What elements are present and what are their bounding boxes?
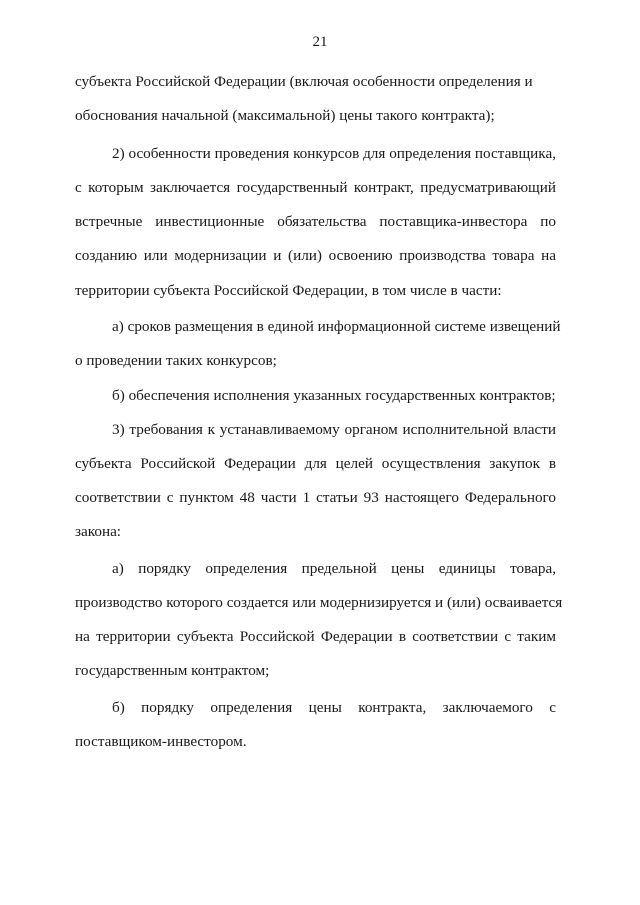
- text-line-20: поставщиком-инвестором.: [75, 733, 247, 750]
- text-line-3: 2) особенности проведения конкурсов для определения поставщика,: [112, 145, 556, 162]
- text-line-4: с которым заключается государственный контракт, предусматривающий: [75, 179, 556, 196]
- text-line-2: обоснования начальной (максимальной) цены такого контракта);: [75, 107, 495, 124]
- text-line-6: созданию или модернизации и (или) освоению производства товара на: [75, 247, 556, 264]
- text-line-9: о проведении таких конкурсов;: [75, 352, 277, 369]
- text-line-16: производство которого создается или модернизируется и (или) осваивается: [75, 594, 563, 611]
- text-line-8: а) сроков размещения в единой информационной системе извещений: [112, 318, 561, 335]
- text-line-14: закона:: [75, 523, 122, 540]
- text-line-19: б) порядку определения цены контракта, заключаемого с: [112, 699, 556, 716]
- text-line-18: государственным контрактом;: [75, 662, 270, 679]
- text-line-5: встречные инвестиционные обязательства поставщика-инвестора по: [75, 213, 556, 230]
- text-line-7: территории субъекта Российской Федерации, в том числе в части:: [75, 282, 502, 299]
- text-line-10: б) обеспечения исполнения указанных государственных контрактов;: [112, 387, 556, 404]
- text-line-13: соответствии с пунктом 48 части 1 статьи 93 настоящего Федерального: [75, 489, 556, 506]
- text-line-1: субъекта Российской Федерации (включая особенности определения и: [75, 73, 533, 90]
- text-line-11: 3) требования к устанавливаемому органом исполнительной власти: [112, 421, 556, 438]
- text-line-17: на территории субъекта Российской Федерации в соответствии с таким: [75, 628, 556, 645]
- page-number: 21: [312, 34, 328, 50]
- text-line-12: субъекта Российской Федерации для целей осуществления закупок в: [75, 455, 556, 472]
- text-line-15: а) порядку определения предельной цены единицы товара,: [112, 560, 556, 577]
